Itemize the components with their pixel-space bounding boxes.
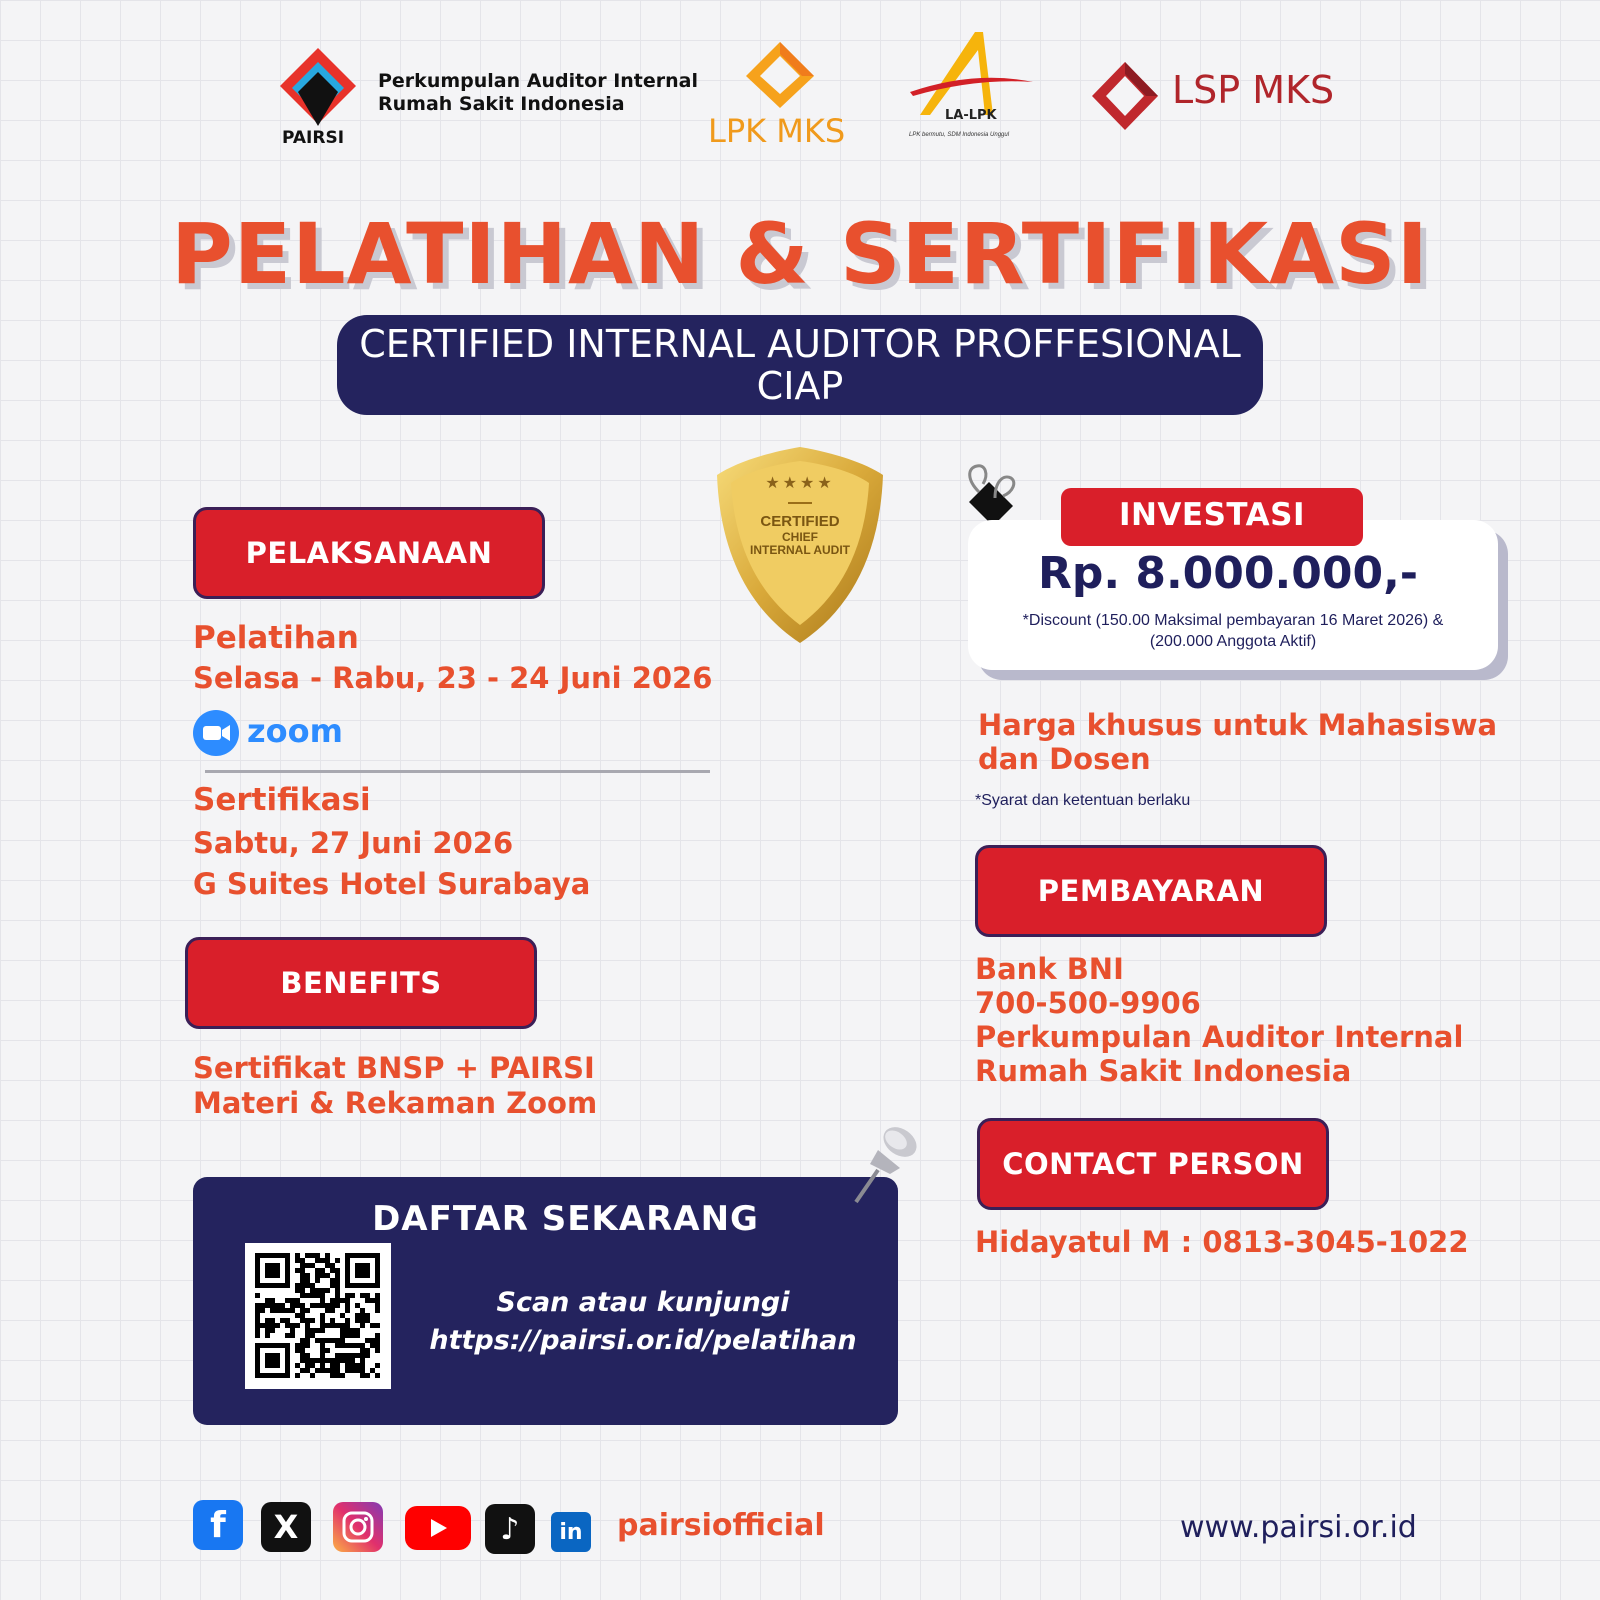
- la-lpk-tagline: LPK bermutu, SDM Indonesia Unggul: [909, 132, 1010, 138]
- lpk-mks-text: LPK MKS: [708, 112, 846, 150]
- pairsi-name-line2: Rumah Sakit Indonesia: [378, 93, 625, 115]
- badge-line2: CHIEF: [782, 530, 818, 544]
- badge-line3: INTERNAL AUDIT: [750, 543, 850, 557]
- website-url[interactable]: www.pairsi.or.id: [1180, 1510, 1417, 1545]
- social-icons: [193, 1500, 613, 1556]
- pushpin-icon: [848, 1120, 928, 1210]
- contact-person[interactable]: Hidayatul M : 0813-3045-1022: [975, 1225, 1469, 1259]
- la-lpk-logo: [905, 30, 1035, 145]
- lpk-mks-logo: [700, 40, 860, 150]
- register-title: DAFTAR SEKARANG: [372, 1199, 759, 1239]
- price: Rp. 8.000.000,-: [1037, 548, 1419, 599]
- program-name: CERTIFIED INTERNAL AUDITOR PROFFESIONAL: [359, 322, 1241, 366]
- lsp-mks-emblem-icon: [1090, 60, 1160, 132]
- linkedin-icon[interactable]: in: [551, 1512, 591, 1552]
- pairsi-abbr: PAIRSI: [282, 128, 345, 148]
- x-icon[interactable]: X: [261, 1502, 311, 1552]
- register-card: [193, 1177, 898, 1425]
- special-price-line-2: dan Dosen: [978, 742, 1151, 776]
- investasi-label: INVESTASI: [1061, 488, 1363, 546]
- badge-stars: ★★★★: [765, 475, 835, 492]
- training-title: Pelatihan: [193, 620, 359, 656]
- certified-badge: [715, 445, 885, 645]
- discount-line-2: (200.000 Anggota Aktif): [1149, 633, 1317, 650]
- cert-venue: G Suites Hotel Surabaya: [193, 867, 591, 901]
- account-number: 700-500-9906: [975, 986, 1201, 1020]
- play-icon: [427, 1517, 449, 1539]
- program-name-banner: [337, 315, 1263, 415]
- zoom-icon: [193, 710, 239, 756]
- pembayaran-label: PEMBAYARAN: [975, 845, 1327, 937]
- bank-name: Bank BNI: [975, 952, 1124, 986]
- lsp-mks-logo: [1090, 60, 1340, 135]
- register-instruction: Scan atau kunjungi: [496, 1287, 790, 1318]
- cert-date: Sabtu, 27 Juni 2026: [193, 826, 514, 860]
- instagram-icon[interactable]: [333, 1502, 383, 1552]
- instagram-glyph-icon: [341, 1510, 375, 1544]
- benefit-item-2: Materi & Rekaman Zoom: [193, 1086, 598, 1120]
- la-lpk-text: LA-LPK: [945, 108, 997, 123]
- lpk-mks-emblem-icon: [744, 40, 816, 110]
- account-holder-line-1: Perkumpulan Auditor Internal: [975, 1020, 1464, 1054]
- discount-line-1: *Discount (150.00 Maksimal pembayaran 16 Maret 2026) &: [1022, 612, 1444, 629]
- register-url[interactable]: https://pairsi.or.id/pelatihan: [429, 1325, 857, 1356]
- terms-note: *Syarat dan ketentuan berlaku: [975, 792, 1191, 809]
- lsp-mks-text: LSP MKS: [1172, 68, 1335, 112]
- badge-line1: CERTIFIED: [760, 513, 840, 530]
- la-lpk-emblem-icon: [905, 30, 1035, 120]
- zoom-logo: [193, 710, 343, 756]
- zoom-text: zoom: [247, 712, 343, 750]
- page-title: PELATIHAN & SERTIFIKASI: [171, 205, 1429, 303]
- tiktok-icon[interactable]: ♪: [485, 1504, 535, 1554]
- special-price-line-1: Harga khusus untuk Mahasiswa: [978, 708, 1498, 742]
- qr-code-icon: [245, 1243, 391, 1389]
- divider: [205, 770, 710, 773]
- training-date: Selasa - Rabu, 23 - 24 Juni 2026: [193, 661, 713, 695]
- pelaksanaan-label: PELAKSANAAN: [193, 507, 545, 599]
- program-abbr: CIAP: [756, 364, 844, 408]
- benefit-item-1: Sertifikat BNSP + PAIRSI: [193, 1051, 595, 1085]
- youtube-icon[interactable]: [405, 1506, 471, 1550]
- cert-title: Sertifikasi: [193, 782, 371, 818]
- qr-code[interactable]: [245, 1243, 391, 1389]
- social-handle[interactable]: pairsiofficial: [617, 1508, 825, 1543]
- facebook-icon[interactable]: f: [193, 1500, 243, 1550]
- pairsi-name-line1: Perkumpulan Auditor Internal: [378, 70, 699, 92]
- benefits-label: BENEFITS: [185, 937, 537, 1029]
- contact-person-label: CONTACT PERSON: [977, 1118, 1329, 1210]
- pairsi-logo: [278, 48, 358, 148]
- account-holder-line-2: Rumah Sakit Indonesia: [975, 1054, 1352, 1088]
